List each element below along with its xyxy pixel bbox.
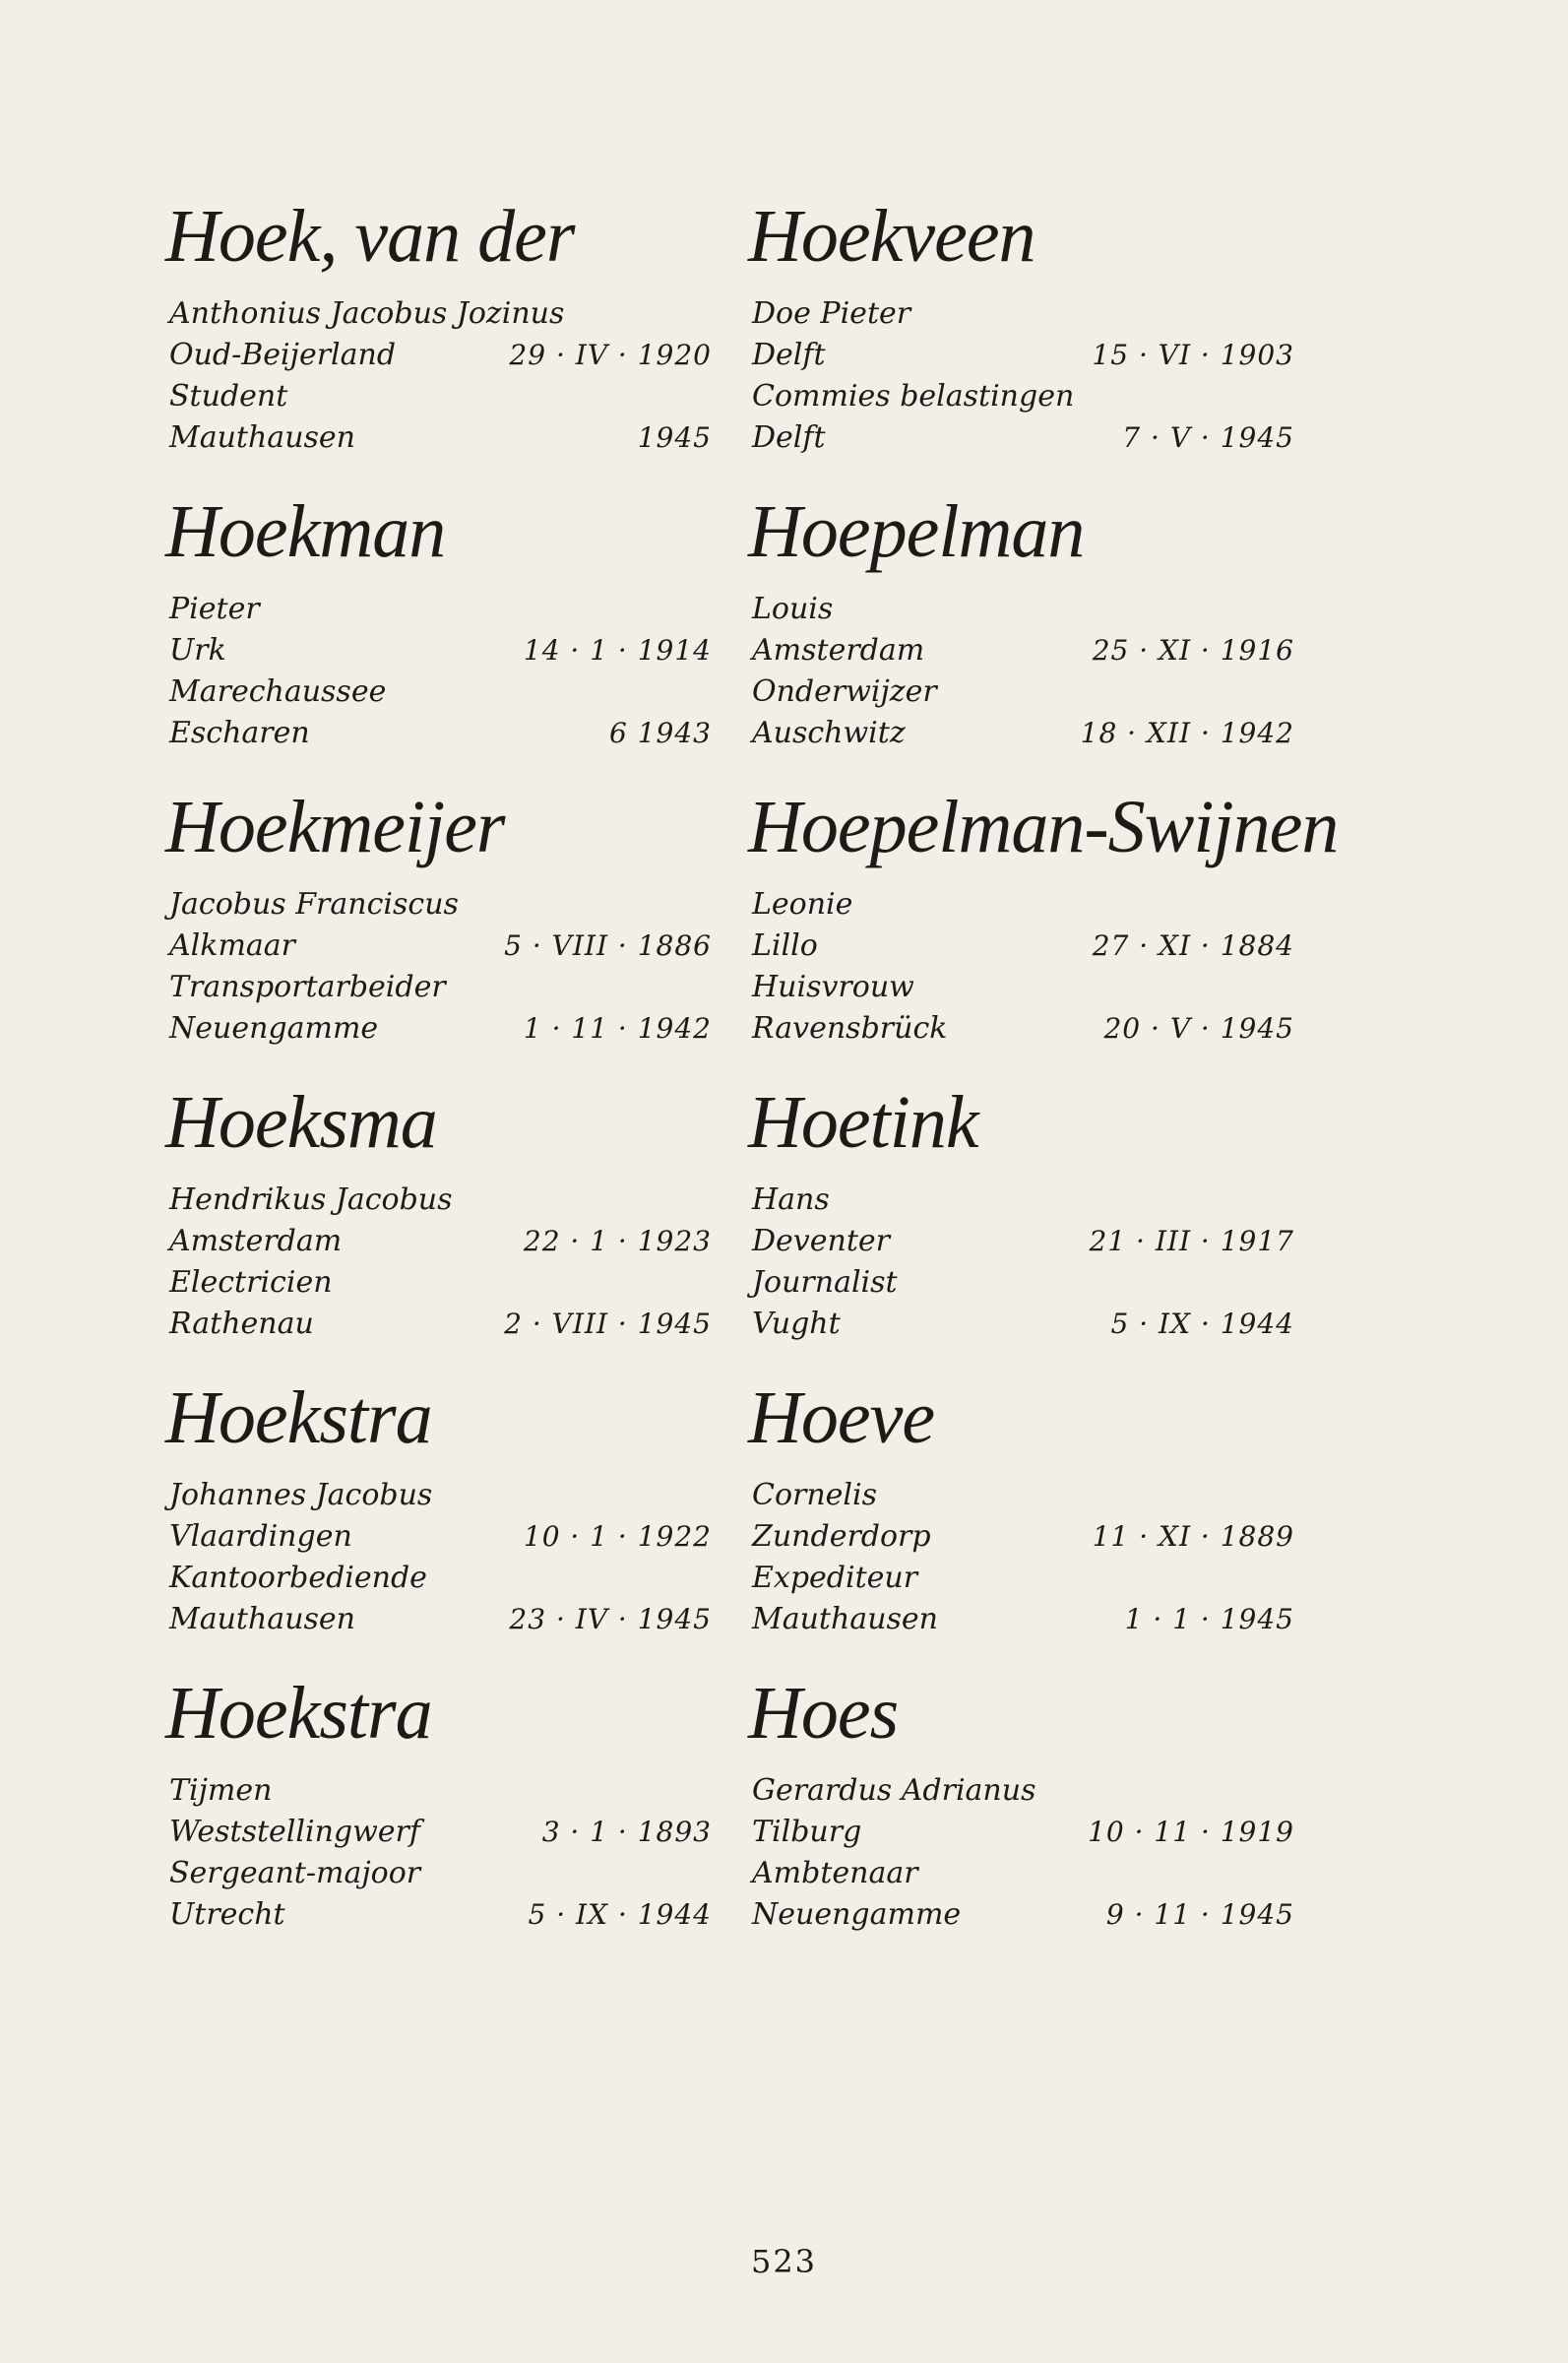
birthplace-text: Delft: [752, 338, 826, 372]
given-row: [748, 589, 1294, 630]
deathplace-row: [165, 1894, 712, 1936]
deathplace-row: [748, 417, 1294, 459]
deathdate-text: 9 · 11 · 1945: [1105, 1898, 1294, 1931]
deathplace-row: [748, 713, 1294, 754]
given-names-text: Jacobus Franciscus: [169, 887, 459, 922]
birthplace-row: [748, 335, 1294, 376]
occupation-text: Transportarbeider: [169, 970, 446, 1004]
surname-heading: Hoekveen: [748, 195, 1035, 278]
given-row: [165, 293, 712, 335]
birthplace-text: Lillo: [752, 928, 818, 963]
person-entry: [165, 1073, 736, 1369]
birthplace-text: Tilburg: [752, 1815, 862, 1849]
deathplace-text: Ravensbrück: [752, 1011, 948, 1046]
person-entry: [748, 482, 1339, 778]
occupation-text: Marechaussee: [169, 674, 387, 709]
birthplace-text: Deventer: [752, 1224, 890, 1258]
person-entry: [748, 1664, 1339, 1959]
occupation-text: Electricien: [169, 1265, 333, 1300]
deathplace-text: Auschwitz: [752, 716, 906, 750]
birthplace-row: [748, 1221, 1294, 1262]
surname-heading: Hoetink: [748, 1081, 978, 1164]
surname-heading: Hoekstra: [165, 1672, 432, 1755]
birthplace-row: [165, 630, 712, 671]
given-row: [165, 1475, 712, 1516]
deathdate-text: 1 · 1 · 1945: [1124, 1603, 1294, 1635]
occupation-text: Ambtenaar: [752, 1856, 918, 1890]
given-row: [165, 589, 712, 630]
birthdate-text: 5 · VIII · 1886: [504, 929, 712, 962]
birthplace-row: [165, 1221, 712, 1262]
birthdate-text: 10 · 1 · 1922: [523, 1520, 712, 1553]
deathdate-text: 2 · VIII · 1945: [504, 1308, 712, 1340]
given-row: [165, 1180, 712, 1221]
occupation-text: Sergeant-majoor: [169, 1856, 421, 1890]
birthdate-text: 11 · XI · 1889: [1092, 1520, 1294, 1553]
occupation-row: [165, 1853, 712, 1894]
given-names-text: Tijmen: [169, 1773, 273, 1808]
birthdate-text: 27 · XI · 1884: [1092, 929, 1294, 962]
deathplace-row: [165, 1304, 712, 1345]
surname-heading: Hoek, van der: [165, 195, 575, 278]
birthplace-text: Oud-Beijerland: [169, 338, 397, 372]
person-entry: [748, 1369, 1339, 1664]
surname-heading: Hoepelman-Swijnen: [748, 786, 1339, 868]
occupation-row: [165, 1262, 712, 1304]
birthplace-text: Weststellingwerf: [169, 1815, 420, 1849]
deathdate-text: 1945: [637, 421, 712, 454]
occupation-row: [748, 1853, 1294, 1894]
deathplace-row: [748, 1894, 1294, 1936]
deathdate-text: 23 · IV · 1945: [509, 1603, 712, 1635]
occupation-text: Huisvrouw: [752, 970, 914, 1004]
deathdate-text: 6 1943: [609, 717, 712, 749]
surname-heading: Hoeve: [748, 1376, 935, 1459]
surname-heading: Hoes: [748, 1672, 899, 1755]
birthplace-row: [165, 1812, 712, 1853]
person-entry: [748, 187, 1339, 482]
person-entry: [165, 482, 736, 778]
surname-heading: Hoekman: [165, 490, 446, 573]
occupation-row: [748, 376, 1294, 417]
birthplace-row: [748, 926, 1294, 967]
surname-heading: Hoepelman: [748, 490, 1085, 573]
deathplace-row: [165, 713, 712, 754]
occupation-text: Commies belastingen: [752, 379, 1075, 414]
given-row: [748, 1180, 1294, 1221]
given-names-text: Leonie: [752, 887, 853, 922]
occupation-row: [748, 967, 1294, 1008]
left-column: [165, 187, 736, 1959]
given-row: [748, 293, 1294, 335]
page-number: 523: [750, 2243, 818, 2280]
birthplace-row: [748, 1812, 1294, 1853]
given-row: [748, 884, 1294, 926]
deathplace-text: Neuengamme: [752, 1897, 962, 1932]
deathplace-text: Mauthausen: [169, 1602, 355, 1636]
deathplace-text: Neuengamme: [169, 1011, 379, 1046]
person-entry: [165, 1369, 736, 1664]
person-entry: [165, 1664, 736, 1959]
occupation-text: Expediteur: [752, 1561, 918, 1595]
deathplace-text: Vught: [752, 1307, 841, 1341]
occupation-text: Student: [169, 379, 288, 414]
given-names-text: Johannes Jacobus: [169, 1478, 433, 1512]
given-names-text: Gerardus Adrianus: [752, 1773, 1036, 1808]
deathplace-row: [748, 1304, 1294, 1345]
deathplace-text: Mauthausen: [752, 1602, 938, 1636]
deathplace-row: [165, 1599, 712, 1640]
given-names-text: Pieter: [169, 592, 260, 626]
birthdate-text: 21 · III · 1917: [1089, 1225, 1294, 1257]
birthdate-text: 29 · IV · 1920: [509, 339, 712, 371]
deathdate-text: 7 · V · 1945: [1122, 421, 1294, 454]
deathplace-text: Rathenau: [169, 1307, 314, 1341]
occupation-row: [165, 376, 712, 417]
birthplace-text: Urk: [169, 633, 226, 668]
surname-heading: Hoeksma: [165, 1081, 437, 1164]
deathdate-text: 5 · IX · 1944: [528, 1898, 712, 1931]
birthdate-text: 22 · 1 · 1923: [523, 1225, 712, 1257]
occupation-row: [748, 1558, 1294, 1599]
given-names-text: Louis: [752, 592, 834, 626]
birthplace-text: Alkmaar: [169, 928, 295, 963]
given-row: [165, 1770, 712, 1812]
deathplace-text: Utrecht: [169, 1897, 285, 1932]
birthplace-row: [165, 1516, 712, 1558]
birthdate-text: 15 · VI · 1903: [1092, 339, 1294, 371]
given-names-text: Hans: [752, 1182, 830, 1217]
birthdate-text: 10 · 11 · 1919: [1088, 1816, 1294, 1848]
deathdate-text: 1 · 11 · 1942: [523, 1012, 712, 1045]
birthplace-row: [165, 926, 712, 967]
deathplace-row: [748, 1599, 1294, 1640]
occupation-row: [165, 671, 712, 713]
deathdate-text: 20 · V · 1945: [1103, 1012, 1294, 1045]
person-entry: [748, 778, 1339, 1073]
given-names-text: Cornelis: [752, 1478, 878, 1512]
occupation-text: Journalist: [752, 1265, 898, 1300]
birthplace-row: [165, 335, 712, 376]
surname-heading: Hoekstra: [165, 1376, 432, 1459]
occupation-row: [165, 1558, 712, 1599]
occupation-row: [748, 671, 1294, 713]
person-entry: [748, 1073, 1339, 1369]
birthdate-text: 25 · XI · 1916: [1092, 634, 1294, 667]
occupation-text: Kantoorbediende: [169, 1561, 427, 1595]
occupation-text: Onderwijzer: [752, 674, 937, 709]
birthplace-row: [748, 630, 1294, 671]
person-entry: [165, 778, 736, 1073]
given-row: [748, 1770, 1294, 1812]
deathplace-row: [748, 1008, 1294, 1050]
given-names-text: Anthonius Jacobus Jozinus: [169, 296, 565, 331]
birthplace-text: Vlaardingen: [169, 1519, 352, 1554]
deathplace-text: Escharen: [169, 716, 310, 750]
deathdate-text: 18 · XII · 1942: [1080, 717, 1294, 749]
given-row: [748, 1475, 1294, 1516]
right-column: [748, 187, 1339, 1959]
birthplace-text: Amsterdam: [169, 1224, 343, 1258]
birthplace-text: Zunderdorp: [752, 1519, 931, 1554]
deathplace-text: Mauthausen: [169, 420, 355, 455]
occupation-row: [165, 967, 712, 1008]
deathdate-text: 5 · IX · 1944: [1110, 1308, 1294, 1340]
person-entry: [165, 187, 736, 482]
birthdate-text: 3 · 1 · 1893: [541, 1816, 712, 1848]
deathplace-text: Delft: [752, 420, 826, 455]
given-row: [165, 884, 712, 926]
birthdate-text: 14 · 1 · 1914: [523, 634, 712, 667]
given-names-text: Doe Pieter: [752, 296, 911, 331]
given-names-text: Hendrikus Jacobus: [169, 1182, 453, 1217]
deathplace-row: [165, 1008, 712, 1050]
birthplace-text: Amsterdam: [752, 633, 925, 668]
birthplace-row: [748, 1516, 1294, 1558]
deathplace-row: [165, 417, 712, 459]
surname-heading: Hoekmeijer: [165, 786, 505, 868]
occupation-row: [748, 1262, 1294, 1304]
